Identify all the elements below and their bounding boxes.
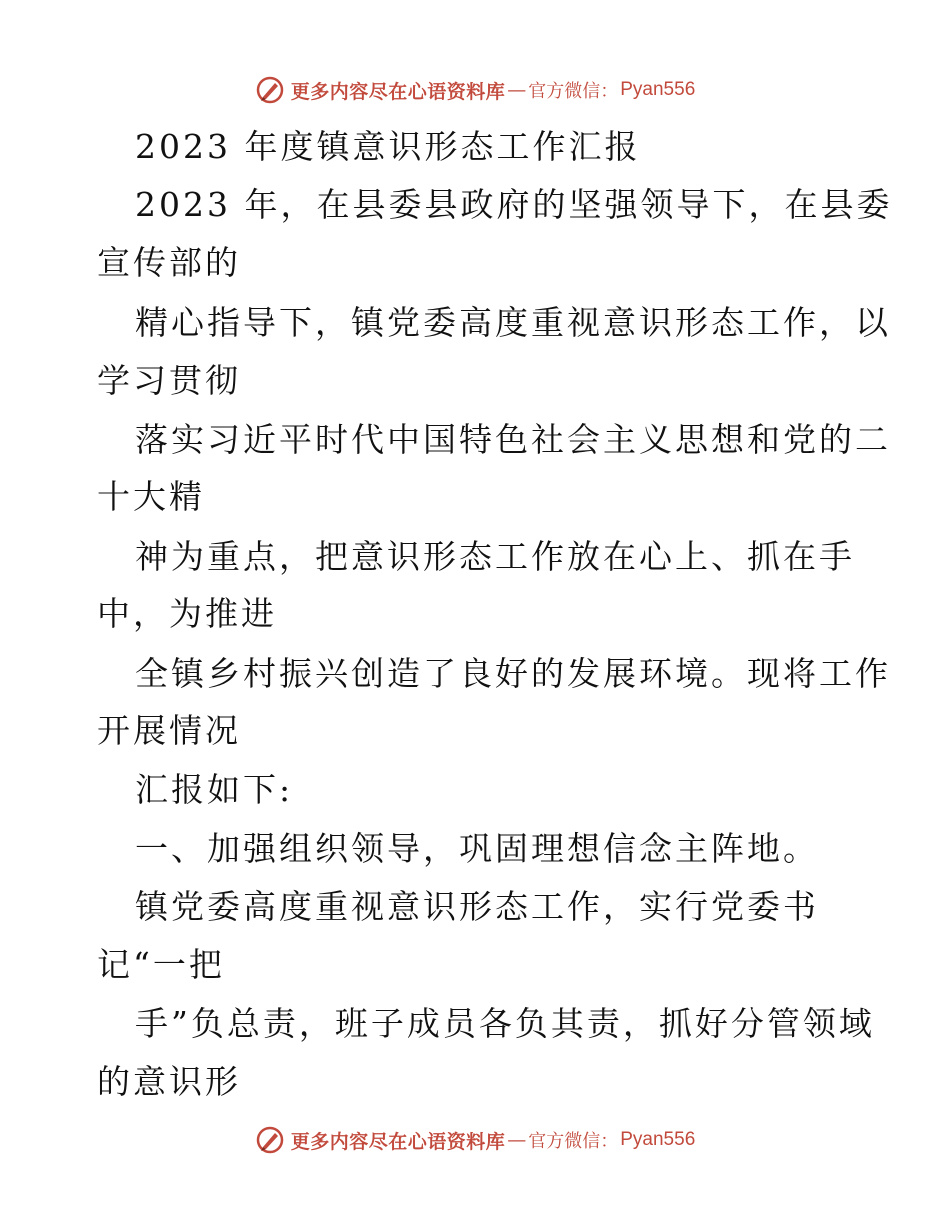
pen-logo-icon [255, 75, 285, 105]
text-line: 开展情况 [97, 711, 241, 750]
watermark-sub-text: 官方微信： [528, 81, 619, 102]
text-line: 学习贯彻 [97, 361, 241, 400]
text-line: 全镇乡村振兴创造了良好的发展环境。现将工作 [135, 654, 891, 693]
text-line: 的意识形 [97, 1062, 241, 1101]
footer-watermark [0, 1120, 950, 1160]
text-line: 中，为推进 [97, 594, 277, 633]
text-line: 神为重点，把意识形态工作放在心上、抓在手 [135, 537, 855, 576]
watermark-main-text: 更多内容尽在心语资料库 [290, 1130, 506, 1153]
text-line: 落实习近平时代中国特色社会主义思想和党的二 [135, 420, 891, 459]
text-line: 十大精 [97, 477, 205, 516]
watermark-separator: — [507, 79, 527, 101]
watermark-wechat-id: Pyan556 [620, 1129, 696, 1150]
text-line: 手”负总责，班子成员各负其责，抓好分管领域 [135, 1004, 875, 1043]
section-heading: 一、加强组织领导，巩固理想信念主阵地。 [135, 829, 819, 868]
watermark-wechat-id: Pyan556 [620, 79, 696, 100]
header-watermark [0, 70, 950, 110]
watermark-separator: — [507, 1129, 527, 1151]
watermark-main-text: 更多内容尽在心语资料库 [290, 80, 506, 103]
text-line: 汇报如下: [135, 770, 294, 809]
document-title: 2023 年度镇意识形态工作汇报 [135, 127, 641, 166]
text-line: 2023 年，在县委县政府的坚强领导下，在县委 [135, 185, 893, 224]
watermark-sub-text: 官方微信： [528, 1131, 619, 1152]
text-line: 精心指导下，镇党委高度重视意识形态工作，以 [135, 303, 891, 342]
text-line: 镇党委高度重视意识形态工作，实行党委书 [135, 887, 819, 926]
text-line: 宣传部的 [97, 243, 241, 282]
text-line: 记“一把 [97, 945, 225, 984]
pen-logo-icon [255, 1125, 285, 1155]
